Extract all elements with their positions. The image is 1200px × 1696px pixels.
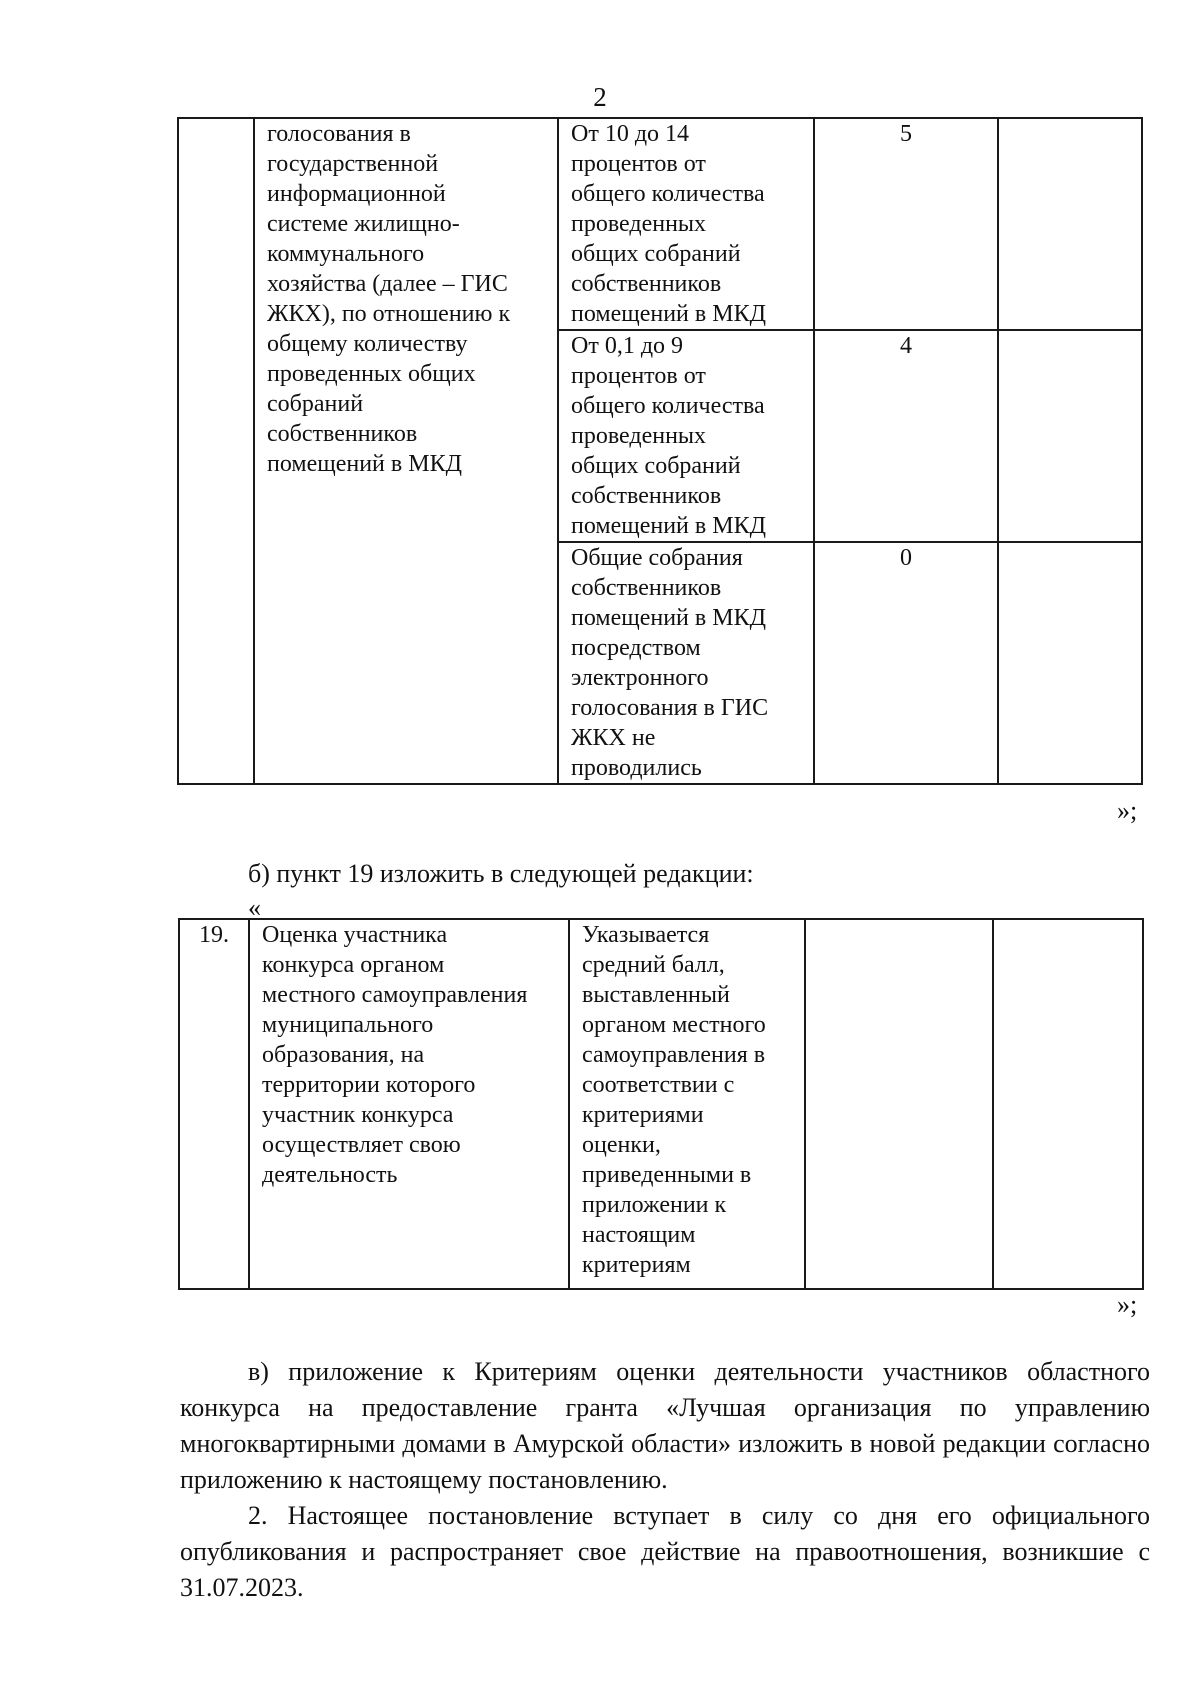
item-b-text: б) пункт 19 изложить в следующей редакции:	[248, 859, 754, 888]
item-number-cell	[179, 919, 249, 1289]
item-19-table	[178, 918, 1144, 1290]
score-value: 5	[900, 121, 912, 147]
item-2-paragraph: 2. Настоящее постановление вступает в силу со дня его официального опубликования и распространяет свое действие на правоотношения, возникшие с 31.07.2023.	[180, 1501, 1150, 1602]
criterion-value-text: Общие собрания собственников помещений в МКД посредством электронного голосования в ГИС ЖКХ не проводились	[571, 545, 769, 781]
score-value: 4	[900, 333, 912, 359]
criterion-name-cell	[254, 118, 558, 784]
item-number: 19.	[199, 922, 229, 948]
table-cell-empty	[998, 542, 1142, 784]
table-cell-empty	[805, 919, 993, 1289]
table-cell-empty	[998, 330, 1142, 542]
closing-quote: »;	[1117, 796, 1138, 825]
score-value: 0	[900, 545, 912, 571]
criteria-table-continuation	[177, 117, 1143, 785]
criterion-value-text: От 0,1 до 9 процентов от общего количества проведенных общих собраний собственников помещений в МКД	[571, 333, 766, 539]
opening-quote: «	[248, 893, 261, 922]
item-description-text: Указывается средний балл, выставленный органом местного самоуправления в соответствии с критериями оценки, приведенными в приложении к настоящим критериям	[582, 922, 766, 1278]
table-cell-empty	[993, 919, 1143, 1289]
table-cell-empty	[998, 118, 1142, 330]
score-cell	[814, 542, 998, 784]
table-cell	[558, 330, 814, 542]
table-cell	[558, 542, 814, 784]
item-name-text: Оценка участника конкурса органом местного самоуправления муниципального образования, на территории которого участник конкурса осуществляет свою деятельность	[262, 922, 528, 1188]
page-number: 2	[593, 82, 607, 112]
score-cell	[814, 330, 998, 542]
item-name-cell	[249, 919, 569, 1289]
item-description-cell	[569, 919, 805, 1289]
score-cell	[814, 118, 998, 330]
table-cell	[558, 118, 814, 330]
criterion-name-text: голосования в государственной информационной системе жилищно- коммунального хозяйства (далее – ГИС ЖКХ), по отношению к общему количеству проведенных общих собраний собственников помещений в МКД	[267, 121, 511, 477]
criterion-value-text: От 10 до 14 процентов от общего количества проведенных общих собраний собственников помещений в МКД	[571, 121, 766, 327]
item-v-paragraph: в) приложение к Критериям оценки деятельности участников областного конкурса на предоставление гранта «Лучшая организация по управлению многоквартирными домами в Амурской области» изложить в новой редакции согласно приложению к настоящему постановлению.	[180, 1357, 1150, 1494]
table-cell-empty	[178, 118, 254, 784]
closing-quote: »;	[1117, 1290, 1138, 1319]
